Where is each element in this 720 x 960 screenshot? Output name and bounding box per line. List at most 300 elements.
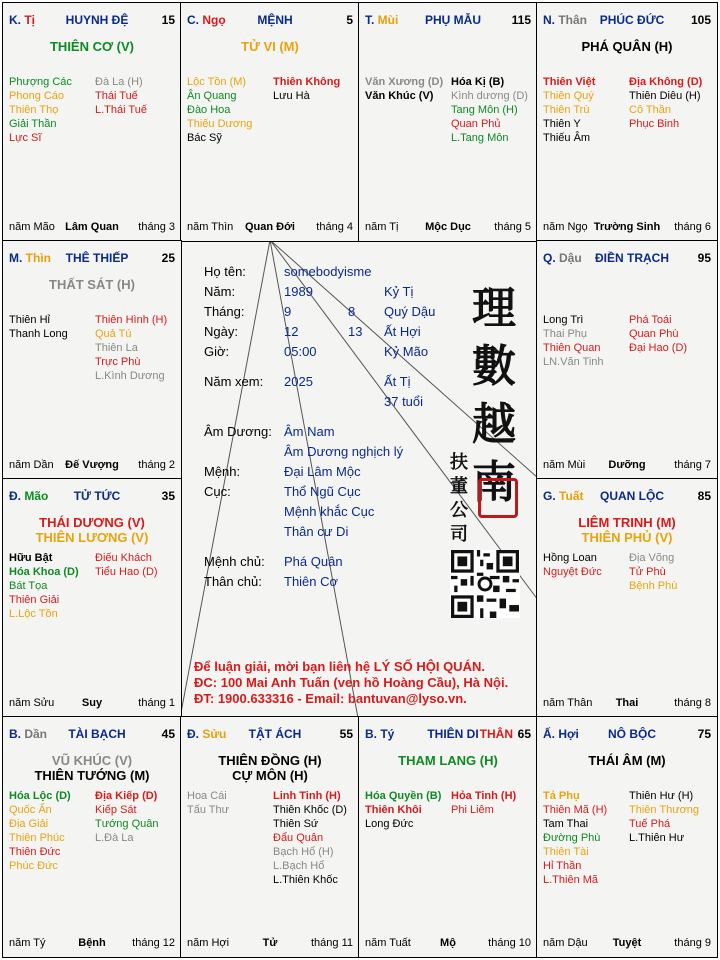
- palace-year: năm Thân: [543, 697, 593, 709]
- right-stars: [273, 789, 347, 887]
- minor-star: Đường Phù: [543, 832, 601, 844]
- main-star: THÁI DƯƠNG (V): [39, 515, 145, 530]
- palace-footer: [187, 221, 353, 235]
- menh-value: Đại Lâm Mộc: [284, 464, 361, 479]
- palace-year: năm Tị: [365, 221, 399, 233]
- year-label: Năm:: [204, 284, 236, 299]
- palace-header: [543, 251, 711, 267]
- main-stars: [363, 753, 533, 768]
- palace-number: 35: [161, 489, 175, 503]
- palace-dau[interactable]: [536, 240, 718, 480]
- minor-star: Kình dương (D): [451, 90, 528, 102]
- right-stars: [629, 313, 687, 355]
- palace-can: M.: [9, 251, 26, 265]
- palace-header: [187, 13, 353, 29]
- main-star: CỰ MÔN (H): [232, 768, 308, 783]
- minor-star: Địa Võng: [629, 552, 675, 564]
- minor-star: Tấu Thư: [187, 804, 230, 816]
- palace-footer: [543, 937, 711, 951]
- palace-number: 95: [697, 251, 711, 265]
- logo-character: 南: [472, 457, 516, 508]
- minor-star: Lộc Tồn (M): [187, 76, 247, 88]
- left-stars: [9, 75, 72, 145]
- palace-year: năm Ngọ: [543, 221, 588, 233]
- palace-month: tháng 3: [138, 221, 175, 233]
- main-star: TỬ VI (M): [241, 39, 299, 54]
- palace-branch: Thân: [558, 13, 588, 27]
- amduong-label: Âm Dương:: [204, 424, 272, 439]
- amduong-value-2: Âm Dương nghịch lý: [284, 444, 404, 459]
- palace-stage: Dưỡng: [608, 459, 646, 471]
- main-star: THẤT SÁT (H): [49, 277, 135, 292]
- minor-star: Thiên Hình (H): [95, 314, 168, 326]
- right-stars: [95, 789, 159, 845]
- palace-number: 75: [697, 727, 711, 741]
- minor-star: Thái Tuế: [95, 90, 138, 102]
- palace-branch: Mão: [24, 489, 49, 503]
- palace-header: [187, 727, 353, 743]
- left-stars: [543, 75, 595, 145]
- palace-can: B.: [9, 727, 25, 741]
- minor-star: Đại Hao (D): [629, 342, 688, 354]
- palace-can: Q.: [543, 251, 560, 265]
- month-label: Tháng:: [204, 304, 245, 319]
- name-value: somebodyisme: [284, 264, 372, 279]
- palace-dan[interactable]: [2, 716, 182, 958]
- minor-star: Hóa Lộc (D): [9, 790, 71, 802]
- palace-stage: Mộc Dục: [425, 221, 471, 233]
- right-stars: [95, 551, 158, 579]
- minor-star: Phượng Các: [9, 76, 72, 88]
- minor-star: Thiên Thương: [629, 804, 700, 816]
- minor-star: Thiên Phúc: [9, 832, 65, 844]
- palace-thin[interactable]: [2, 240, 182, 480]
- thanchu-label: Thân chủ:: [204, 574, 262, 589]
- minor-star: Thiên Khôi: [365, 804, 422, 816]
- palace-header: [9, 489, 175, 505]
- minor-star: Phúc Đức: [9, 860, 58, 872]
- palace-number: 55: [339, 727, 353, 741]
- palace-header: [543, 489, 711, 505]
- menh-label: Mệnh:: [204, 464, 241, 479]
- contact-line-1: Để luận giải, mời bạn liên hệ LÝ SỐ HỘI QUÁN.: [194, 659, 485, 674]
- palace-can: T.: [365, 13, 378, 27]
- logo-small-character: 扶: [450, 452, 468, 473]
- palace-number: 85: [697, 489, 711, 503]
- minor-star: Thiên Sứ: [273, 818, 319, 830]
- minor-star: Tả Phụ: [543, 790, 580, 802]
- minor-star: Quả Tú: [95, 328, 132, 340]
- palace-number: 25: [161, 251, 175, 265]
- minor-star: L.Thiên Khốc: [273, 874, 338, 886]
- palace-month: tháng 4: [316, 221, 353, 233]
- palace-branch: Tuất: [559, 489, 584, 503]
- cuc-value-1: Thổ Ngũ Cục: [284, 484, 361, 499]
- palace-can: N.: [543, 13, 559, 27]
- menhchu-value: Phá Quân: [284, 554, 343, 569]
- palace-header: [9, 251, 175, 267]
- palace-house-name: PHỤ MẪU: [425, 13, 481, 27]
- day-solar: 12: [284, 324, 299, 339]
- minor-star: Thai Phụ: [543, 328, 588, 340]
- palace-month: tháng 11: [310, 937, 353, 949]
- palace-can: K.: [9, 13, 25, 27]
- logo-character: 越: [472, 399, 516, 450]
- minor-star: L.Đà La: [95, 832, 134, 844]
- minor-star: Đẩu Quân: [273, 832, 324, 844]
- palace-stage: Lâm Quan: [65, 221, 119, 233]
- minor-star: Thiên La: [95, 342, 138, 354]
- minor-star: Đà La (H): [95, 76, 143, 88]
- minor-star: Hỏa Tinh (H): [451, 790, 517, 802]
- red-seal: [478, 478, 518, 518]
- palace-branch: Thìn: [25, 251, 51, 265]
- palace-house-name: TÀI BẠCH: [68, 727, 126, 741]
- age-value: 37 tuổi: [384, 394, 424, 409]
- main-stars: [7, 277, 177, 292]
- palace-month: tháng 10: [488, 937, 531, 949]
- view-year-label: Năm xem:: [204, 374, 264, 389]
- main-stars: [185, 753, 355, 783]
- palace-house-name: HUYNH ĐỆ: [65, 13, 129, 27]
- palace-stage: Mộ: [440, 937, 456, 949]
- minor-star: Ân Quang: [187, 90, 237, 102]
- minor-star: Thiên Việt: [543, 76, 596, 88]
- palace-month: tháng 1: [138, 697, 175, 709]
- right-stars: [95, 313, 167, 383]
- minor-star: Thiên Y: [543, 118, 581, 130]
- palace-branch: Sửu: [202, 727, 227, 741]
- minor-star: Tuế Phá: [629, 818, 671, 830]
- main-star: THÁI ÂM (M): [588, 753, 666, 768]
- main-star: THIÊN ĐỒNG (H): [218, 753, 322, 768]
- minor-star: Thiên Giải: [9, 594, 60, 606]
- logo-character: 數: [472, 341, 516, 392]
- minor-star: Lưu Hà: [273, 90, 310, 102]
- main-star: THIÊN LƯƠNG (V): [35, 530, 149, 545]
- than-marker: THÂN: [479, 727, 513, 741]
- left-stars: [9, 551, 79, 621]
- palace-suu[interactable]: [180, 716, 360, 958]
- minor-star: Hóa Quyền (B): [365, 790, 442, 802]
- palace-can: Ấ.: [543, 727, 559, 741]
- minor-star: Thiên Mã (H): [543, 804, 608, 816]
- palace-footer: [187, 937, 353, 951]
- palace-can: G.: [543, 489, 560, 503]
- main-star: THAM LANG (H): [398, 753, 498, 768]
- amduong-value-1: Âm Nam: [284, 424, 335, 439]
- palace-month: tháng 8: [674, 697, 711, 709]
- menhchu-label: Mệnh chủ:: [204, 554, 265, 569]
- minor-star: Quan Phù: [629, 328, 679, 340]
- qr-code[interactable]: [450, 550, 520, 618]
- minor-star: Bệnh Phù: [629, 580, 678, 592]
- palace-house-name: NÔ BỘC: [608, 727, 656, 741]
- palace-year: năm Tý: [9, 937, 46, 949]
- palace-than[interactable]: [536, 2, 718, 242]
- hour-can: Kỷ Mão: [384, 344, 429, 359]
- palace-footer: [543, 221, 711, 235]
- minor-star: Thiếu Dương: [187, 118, 253, 130]
- minor-star: Quốc Ấn: [9, 804, 52, 816]
- palace-footer: [9, 221, 175, 235]
- palace-footer: [9, 459, 175, 473]
- minor-star: Tam Thai: [543, 818, 589, 830]
- palace-year: năm Tuất: [365, 937, 411, 949]
- minor-star: Thiên Quý: [543, 90, 594, 102]
- minor-star: Thanh Long: [9, 328, 68, 340]
- palace-number: 115: [511, 13, 531, 27]
- main-star: LIÊM TRINH (M): [578, 515, 676, 530]
- palace-year: năm Sửu: [9, 697, 55, 709]
- palace-footer: [543, 697, 711, 711]
- right-stars: [95, 75, 147, 117]
- palace-stage: Bệnh: [78, 937, 106, 949]
- palace-can: B.: [365, 727, 381, 741]
- minor-star: Trực Phù: [95, 356, 141, 368]
- palace-year: năm Dần: [9, 459, 54, 471]
- left-stars: [9, 789, 71, 873]
- main-stars: [541, 39, 713, 54]
- day-lunar: 13: [348, 324, 363, 339]
- minor-star: Tiểu Hao (D): [95, 566, 158, 578]
- minor-star: Đào Hoa: [187, 104, 231, 116]
- palace-stage: Tuyệt: [612, 937, 642, 949]
- left-stars: [365, 75, 443, 103]
- logo-small-character: 公: [450, 500, 468, 521]
- palace-number: 105: [690, 13, 711, 27]
- main-star: THIÊN CƠ (V): [49, 39, 135, 54]
- right-stars: [451, 75, 528, 145]
- minor-star: L.Kình Dương: [95, 370, 165, 382]
- minor-star: Hóa Khoa (D): [9, 566, 79, 578]
- palace-stage: Quan Đới: [245, 221, 295, 233]
- hour-label: Giờ:: [204, 344, 230, 359]
- main-star: THIÊN PHỦ (V): [581, 530, 673, 545]
- palace-house-name: THÊ THIẾP: [65, 251, 129, 265]
- left-stars: [9, 313, 68, 341]
- palace-month: tháng 7: [674, 459, 711, 471]
- left-stars: [365, 789, 441, 831]
- palace-year: năm Mão: [9, 221, 55, 233]
- day-can: Ất Hợi: [384, 324, 421, 339]
- palace-branch: Dần: [24, 727, 48, 741]
- minor-star: Địa Kiếp (D): [95, 790, 158, 802]
- palace-footer: [365, 937, 531, 951]
- minor-star: Quan Phủ: [451, 118, 501, 130]
- minor-star: Thiên Hỉ: [9, 314, 50, 326]
- contact-address: ĐC: 100 Mai Anh Tuấn (ven hồ Hoàng Cầu), Hà Nội.: [194, 675, 509, 690]
- palace-hoi[interactable]: [536, 716, 718, 958]
- minor-star: Điếu Khách: [95, 552, 152, 564]
- minor-star: L.Tang Môn: [451, 132, 509, 144]
- palace-stage: Đế Vượng: [65, 459, 119, 471]
- palace-branch: Hợi: [558, 727, 579, 741]
- minor-star: L.Thiên Hư: [629, 832, 685, 844]
- logo-small-character: 董: [450, 476, 468, 497]
- palace-month: tháng 6: [674, 221, 711, 233]
- palace-month: tháng 12: [132, 937, 175, 949]
- palace-stage: Thai: [615, 697, 639, 709]
- palace-number: 45: [161, 727, 175, 741]
- minor-star: Bạch Hổ (H): [273, 846, 334, 858]
- minor-star: Văn Xương (D): [365, 76, 444, 88]
- palace-footer: [9, 937, 175, 951]
- minor-star: Kiếp Sát: [95, 804, 137, 816]
- main-stars: [185, 39, 355, 54]
- palace-mao[interactable]: [2, 478, 182, 718]
- month-lunar: 8: [348, 304, 356, 319]
- minor-star: Tang Môn (H): [451, 104, 518, 116]
- palace-house-name: QUAN LỘC: [600, 489, 664, 503]
- minor-star: Văn Khúc (V): [365, 90, 434, 102]
- minor-star: Địa Không (D): [629, 76, 703, 88]
- palace-number: 65: [517, 727, 531, 741]
- hour-value: 05:00: [284, 344, 317, 359]
- month-solar: 9: [284, 304, 292, 319]
- right-stars: [451, 789, 516, 817]
- palace-header: [9, 727, 175, 743]
- minor-star: Linh Tinh (H): [273, 790, 341, 802]
- minor-star: Thiên Thọ: [9, 104, 59, 116]
- minor-star: Hóa Kị (B): [451, 76, 505, 88]
- palace-footer: [365, 221, 531, 235]
- left-stars: [543, 313, 604, 369]
- palace-ty2[interactable]: [358, 716, 538, 958]
- minor-star: Tướng Quân: [95, 818, 159, 830]
- minor-star: Giải Thần: [9, 118, 57, 130]
- minor-star: L.Thiên Mã: [543, 874, 599, 886]
- palace-ngo[interactable]: [180, 2, 360, 242]
- minor-star: Thiên Quan: [543, 342, 601, 354]
- minor-star: Tử Phù: [629, 566, 666, 578]
- minor-star: Phi Liêm: [451, 804, 494, 816]
- palace-stage: Suy: [81, 697, 103, 709]
- main-stars: [541, 515, 713, 545]
- minor-star: LN.Văn Tinh: [543, 356, 604, 368]
- main-star: VŨ KHÚC (V): [51, 753, 133, 768]
- palace-house-name: ĐIỀN TRẠCH: [595, 251, 669, 265]
- palace-header: [365, 13, 531, 29]
- minor-star: L.Thái Tuế: [95, 104, 147, 116]
- minor-star: Nguyệt Đức: [543, 566, 602, 578]
- palace-year: năm Mùi: [543, 459, 586, 471]
- palace-branch: Mùi: [377, 13, 399, 27]
- year-value: 1989: [284, 284, 313, 299]
- palace-house-name: THIÊN DI: [427, 727, 479, 741]
- main-stars: [7, 39, 177, 54]
- right-stars: [273, 75, 340, 103]
- view-year-value: 2025: [284, 374, 313, 389]
- minor-star: Bác Sỹ: [187, 132, 222, 144]
- day-label: Ngày:: [204, 324, 238, 339]
- palace-can: Đ.: [9, 489, 25, 503]
- palace-branch: Tý: [380, 727, 395, 741]
- minor-star: Thiếu Âm: [543, 132, 591, 144]
- palace-stage: Tử: [262, 937, 278, 949]
- minor-star: Thiên Diêu (H): [629, 90, 701, 102]
- palace-can: Đ.: [187, 727, 203, 741]
- minor-star: Thiên Đức: [9, 846, 61, 858]
- minor-star: Địa Giải: [9, 818, 49, 830]
- left-stars: [187, 75, 252, 145]
- palace-mui[interactable]: [358, 2, 538, 242]
- year-can: Kỷ Tị: [384, 284, 414, 299]
- palace-can: C.: [187, 13, 203, 27]
- palace-footer: [543, 459, 711, 473]
- palace-house-name: MỆNH: [257, 13, 293, 27]
- right-stars: [629, 75, 702, 131]
- minor-star: Hoa Cái: [187, 790, 227, 802]
- palace-year: năm Thìn: [187, 221, 234, 233]
- palace-month: tháng 5: [494, 221, 531, 233]
- palace-ty[interactable]: [2, 2, 182, 242]
- minor-star: Bát Tọa: [9, 580, 48, 592]
- minor-star: Cô Thần: [629, 104, 671, 116]
- thanchu-value: Thiên Cơ: [284, 574, 339, 589]
- palace-header: [365, 727, 531, 743]
- minor-star: Thiên Hư (H): [629, 790, 694, 802]
- palace-house-name: TỬ TỨC: [73, 489, 121, 503]
- main-star: PHÁ QUÂN (H): [581, 39, 673, 54]
- palace-branch: Dậu: [559, 251, 582, 265]
- cuc-value-3: Thân cư Di: [284, 524, 349, 539]
- palace-month: tháng 9: [674, 937, 711, 949]
- view-year-can: Ất Tị: [384, 374, 411, 389]
- minor-star: Phục Binh: [629, 118, 680, 130]
- palace-month: tháng 2: [138, 459, 175, 471]
- palace-year: năm Hợi: [187, 937, 230, 949]
- palace-number: 15: [161, 13, 175, 27]
- palace-footer: [9, 697, 175, 711]
- palace-branch: Tị: [24, 13, 36, 27]
- minor-star: Lực Sĩ: [9, 132, 42, 144]
- minor-star: Hữu Bật: [9, 552, 53, 564]
- minor-star: Long Đức: [365, 818, 414, 830]
- palace-header: [543, 727, 711, 743]
- contact-phone-email[interactable]: ĐT: 1900.633316 - Email: bantuvan@lyso.vn.: [194, 691, 467, 706]
- minor-star: Thiên Khốc (D): [273, 804, 347, 816]
- main-stars: [541, 753, 713, 768]
- left-stars: [187, 789, 229, 817]
- palace-year: năm Dậu: [543, 937, 588, 949]
- cuc-label: Cục:: [204, 484, 231, 499]
- minor-star: Thiên Trù: [543, 104, 590, 116]
- name-label: Họ tên:: [204, 264, 246, 279]
- palace-house-name: TẬT ÁCH: [248, 727, 302, 741]
- cuc-value-2: Mệnh khắc Cục: [284, 504, 375, 519]
- month-can: Quý Dậu: [384, 304, 436, 319]
- logo-small-character: 司: [450, 524, 468, 545]
- left-stars: [543, 551, 602, 579]
- palace-header: [543, 13, 711, 29]
- minor-star: Thiên Không: [273, 76, 341, 88]
- main-star: THIÊN TƯỚNG (M): [34, 768, 150, 783]
- main-stars: [7, 515, 177, 545]
- logo-character: 理: [472, 283, 516, 334]
- minor-star: L.Bạch Hổ: [273, 860, 325, 872]
- palace-header: [9, 13, 175, 29]
- minor-star: L.Lộc Tồn: [9, 608, 58, 620]
- minor-star: Phá Toái: [629, 314, 672, 326]
- main-stars: [7, 753, 177, 783]
- palace-tuat[interactable]: [536, 478, 718, 718]
- right-stars: [629, 551, 677, 593]
- palace-number: 5: [346, 13, 353, 27]
- palace-branch: Ngọ: [202, 13, 226, 27]
- left-stars: [543, 789, 607, 887]
- right-stars: [629, 789, 699, 845]
